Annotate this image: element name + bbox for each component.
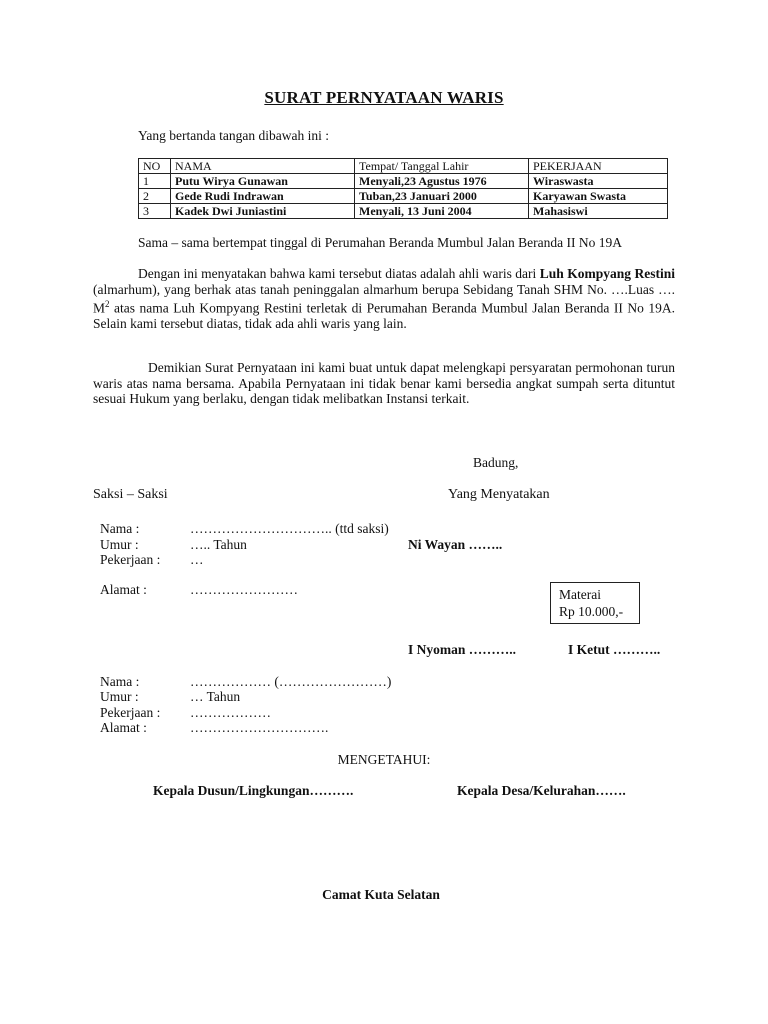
cell-occupation: Mahasiswi <box>529 204 668 219</box>
cell-no: 2 <box>139 189 171 204</box>
document-title: SURAT PERNYATAAN WARIS <box>264 88 504 107</box>
para1-middle: (almarhum), yang berhak atas tanah peninggalan almarhum berupa Sebidang Tanah SHM No. ….Luas …. M <box>93 281 675 316</box>
cell-name: Gede Rudi Indrawan <box>171 189 355 204</box>
cell-no: 3 <box>139 204 171 219</box>
witness1-occupation-label: Pekerjaan : <box>100 552 161 567</box>
residence-text: Sama – sama bertempat tinggal di Perumahan Beranda Mumbul Jalan Beranda II No 19A <box>138 235 622 250</box>
witness2-age-value: … Tahun <box>190 689 241 704</box>
witness2-address-value: …………………………. <box>190 720 329 735</box>
table-row <box>139 174 668 189</box>
intro-text: Yang bertanda tangan dibawah ini : <box>138 128 329 143</box>
inheritance-paragraph <box>93 266 675 332</box>
witness2-name-label: Nama : <box>100 674 140 689</box>
witness1-address-label: Alamat : <box>100 582 147 597</box>
header-no: NO <box>139 159 171 174</box>
signer-i-ketut: I Ketut ……….. <box>568 642 661 657</box>
closing-paragraph: Demikian Surat Pernyataan ini kami buat untuk dapat melengkapi persyaratan permohonan turun waris atas nama bersama. Apabila Pernyataan ini tidak benar kami bersedia angkat sumpah serta dituntut sesuai Hukum yang berlaku, dengan tidak melibatkan Instansi terkait. <box>93 360 675 406</box>
para1-before: Dengan ini menyatakan bahwa kami tersebut diatas adalah ahli waris dari <box>138 266 540 281</box>
cell-occupation: Karyawan Swasta <box>529 189 668 204</box>
witness1-age-label: Umur : <box>100 537 139 552</box>
table-header-row <box>139 159 668 174</box>
cell-name: Kadek Dwi Juniastini <box>171 204 355 219</box>
witness2-address-label: Alamat : <box>100 720 147 735</box>
witness1-address-value: …………………… <box>190 582 298 597</box>
kepala-dusun-signature: Kepala Dusun/Lingkungan………. <box>153 783 354 798</box>
table-row <box>139 204 668 219</box>
witness2-age-label: Umur : <box>100 689 139 704</box>
witness2-occupation-value: ……………… <box>190 705 271 720</box>
declarer-label: Yang Menyatakan <box>448 487 550 502</box>
cell-birth: Tuban,23 Januari 2000 <box>355 189 529 204</box>
camat-signature: Camat Kuta Selatan <box>322 887 440 902</box>
witness2-occupation-label: Pekerjaan : <box>100 705 161 720</box>
cell-birth: Menyali, 13 Juni 2004 <box>355 204 529 219</box>
witness2-name-value: ……………… (……………………) <box>190 674 392 689</box>
area-unit-sup: 2 <box>105 299 110 309</box>
place-date: Badung, <box>473 455 519 470</box>
cell-name: Putu Wirya Gunawan <box>171 174 355 189</box>
signer-ni-wayan: Ni Wayan …….. <box>408 537 503 552</box>
witness1-age-value: ….. Tahun <box>190 537 247 552</box>
table-row <box>139 189 668 204</box>
materai-stamp-box <box>550 582 640 624</box>
header-name: NAMA <box>171 159 355 174</box>
header-occupation: PEKERJAAN <box>529 159 668 174</box>
header-birth: Tempat/ Tanggal Lahir <box>355 159 529 174</box>
witness1-name-label: Nama : <box>100 521 140 536</box>
witness1-occupation-value: … <box>190 552 204 567</box>
cell-occupation: Wiraswasta <box>529 174 668 189</box>
materai-label: Materai <box>559 587 601 602</box>
heirs-table <box>138 158 668 219</box>
witness1-name-value: ………………………….. (ttd saksi) <box>190 521 389 536</box>
cell-birth: Menyali,23 Agustus 1976 <box>355 174 529 189</box>
materai-amount: Rp 10.000,- <box>559 604 624 619</box>
acknowledged-heading: MENGETAHUI: <box>337 752 431 767</box>
kepala-desa-signature: Kepala Desa/Kelurahan……. <box>457 783 626 798</box>
signer-i-nyoman: I Nyoman ……….. <box>408 642 517 657</box>
cell-no: 1 <box>139 174 171 189</box>
witnesses-label: Saksi – Saksi <box>93 487 168 502</box>
para1-after: atas nama Luh Kompyang Restini terletak di Perumahan Beranda Mumbul Jalan Beranda II No 19A. Selain kami tersebut diatas, tidak ada ahli waris yang lain. <box>93 300 675 331</box>
deceased-name: Luh Kompyang Restini <box>539 266 675 281</box>
